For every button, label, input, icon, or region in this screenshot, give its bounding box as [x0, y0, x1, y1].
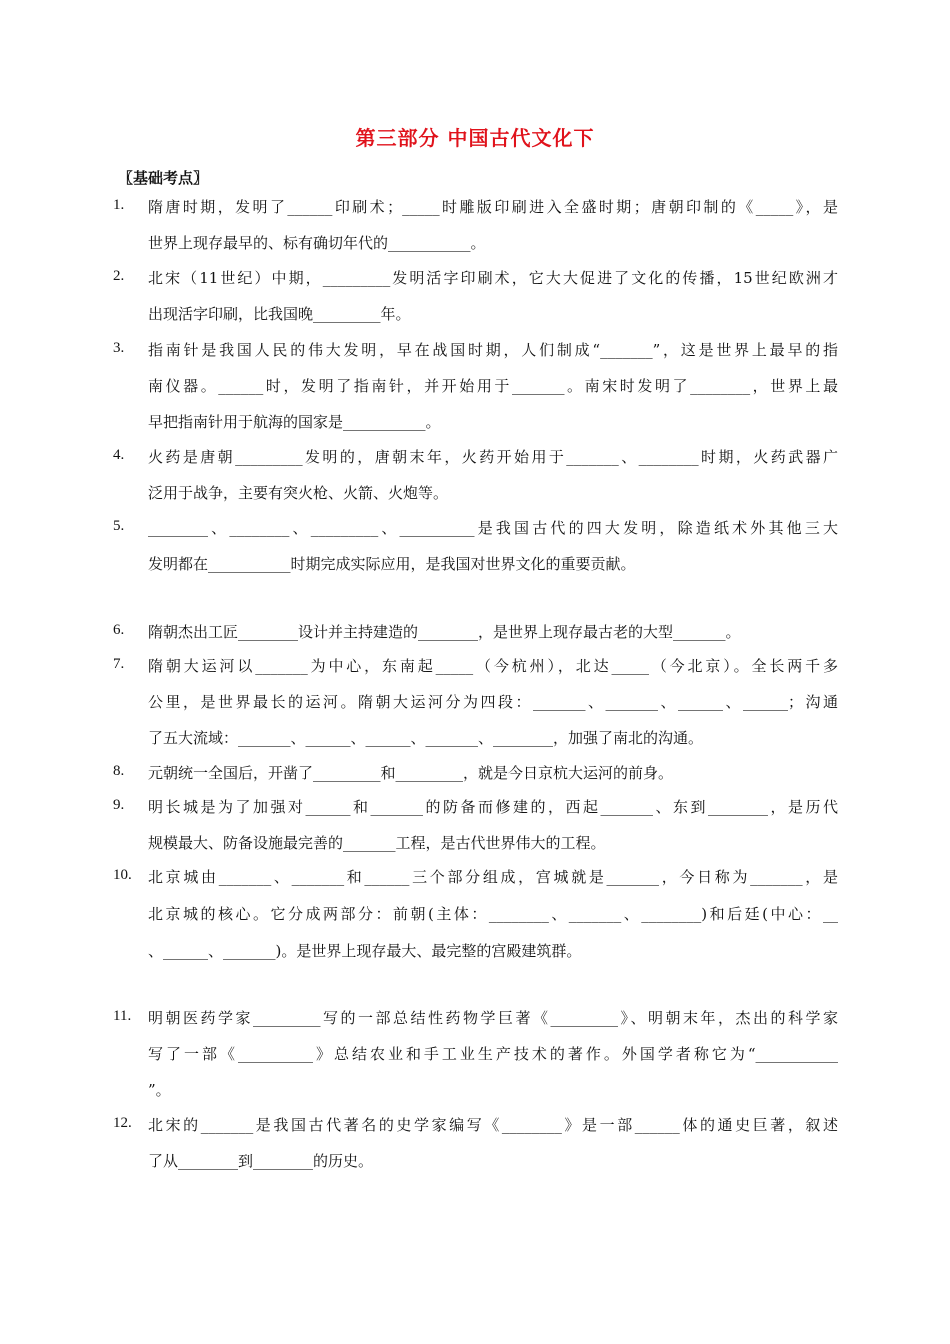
question-number: 2.: [113, 268, 125, 284]
question-text-line: 隋唐时期，发明了______印刷术；_____时雕版印刷进入全盛时期；唐朝印制的《_____》，是: [148, 198, 838, 216]
question-text-line: 写了一部《__________》总结农业和手工业生产技术的著作。外国学者称它为“___________: [148, 1045, 838, 1063]
question-number: 10.: [113, 867, 132, 883]
question-text-line: 北京城由_______、_______和______三个部分组成，宫城就是_______，今日称为_______，是: [148, 868, 838, 886]
question-text-line: 、______、_______)。是世界上现存最大、最完整的宫殿建筑群。: [148, 942, 582, 960]
question-number: 4.: [113, 447, 125, 463]
question-number: 6.: [113, 622, 125, 638]
question-text-line: 了五大流域：_______、______、______、_______、________，加强了南北的沟通。: [148, 729, 704, 747]
question-text-line: 南仪器。______时，发明了指南针，并开始用于_______。南宋时发明了________，世界上最: [148, 377, 838, 395]
question-text-line: 隋朝杰出工匠________设计并主持建造的________，是世界上现存最古老的大型_______。: [148, 623, 741, 641]
question-number: 5.: [113, 518, 125, 534]
question-text-line: 明长城是为了加强对______和_______的防备而修建的，西起_______、东到________，是历代: [148, 798, 838, 816]
question-text-line: 早把指南针用于航海的国家是___________。: [148, 413, 441, 431]
question-text-line: 北宋的_______是我国古代著名的史学家编写《________》是一部______体的通史巨著，叙述: [148, 1116, 838, 1134]
question-text-line: ________、________、_________、__________是我国古代的四大发明，除造纸术外其他三大: [148, 519, 838, 537]
page-title: 第三部分 中国古代文化下: [355, 126, 595, 150]
question-text-line: 指南针是我国人民的伟大发明，早在战国时期，人们制成“_______”，这是世界上最早的指: [148, 341, 838, 359]
question-text-line: 明朝医药学家_________写的一部总结性药物学巨著《_________》、明朝末年，杰出的科学家: [148, 1009, 838, 1027]
section-heading: 〖基础考点〗: [118, 169, 209, 187]
question-text-line: 火药是唐朝_________发明的，唐朝末年，火药开始用于_______、________时期，火药武器广: [148, 448, 838, 466]
question-text-line: 世界上现存最早的、标有确切年代的___________。: [148, 234, 486, 252]
question-number: 12.: [113, 1115, 132, 1131]
question-text-line: 元朝统一全国后，开凿了_________和_________，就是今日京杭大运河的前身。: [148, 764, 674, 782]
question-number: 9.: [113, 797, 125, 813]
question-text-line: 规模最大、防备设施最完善的_______工程，是古代世界伟大的工程。: [148, 834, 606, 852]
question-text-line: 了从________到________的历史。: [148, 1152, 374, 1170]
question-number: 11.: [113, 1008, 132, 1024]
question-number: 3.: [113, 340, 125, 356]
question-text-line: 发明都在___________时期完成实际应用，是我国对世界文化的重要贡献。: [148, 555, 636, 573]
question-text-line: 隋朝大运河以_______为中心，东南起_____（今杭州），北达_____（今北京）。全长两千多: [148, 657, 838, 675]
question-number: 7.: [113, 656, 125, 672]
question-text-line: 北京城的核心。它分成两部分：前朝(主体：________、_______、________)和后廷(中心：__: [148, 905, 838, 923]
question-text-line: ”。: [148, 1081, 171, 1099]
question-number: 1.: [113, 197, 125, 213]
question-text-line: 公里，是世界最长的运河。隋朝大运河分为四段：_______、_______、______、______；沟通: [148, 693, 838, 711]
question-text-line: 泛用于战争，主要有突火枪、火箭、火炮等。: [148, 484, 449, 502]
question-text-line: 北宋（11世纪）中期，_________发明活字印刷术，它大大促进了文化的传播，15世纪欧洲才: [148, 269, 838, 287]
question-text-line: 出现活字印刷，比我国晚_________年。: [148, 305, 411, 323]
question-number: 8.: [113, 763, 125, 779]
